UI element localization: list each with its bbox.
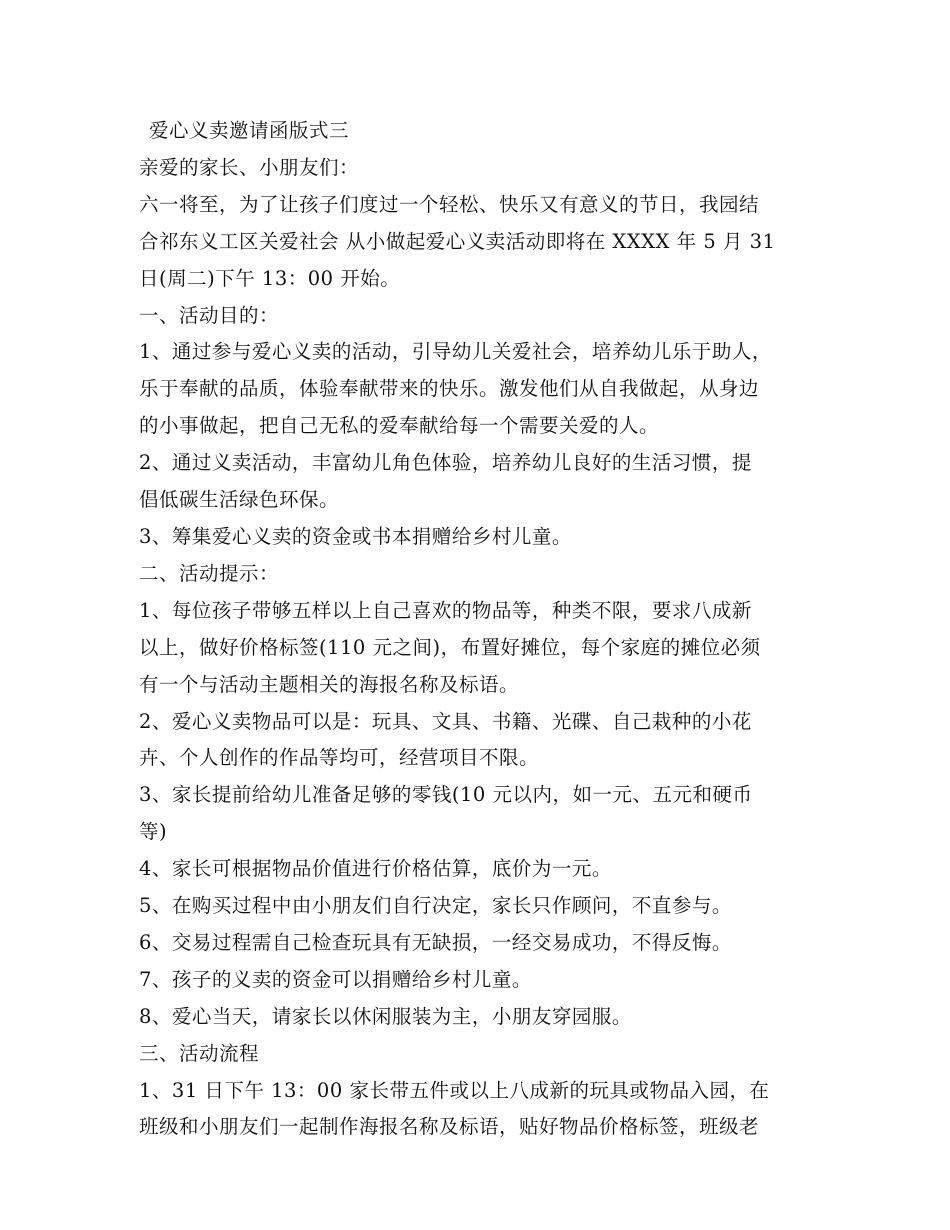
document-title: 爱心义卖邀请函版式三 <box>149 119 350 142</box>
text-line: 3、家长提前给幼儿准备足够的零钱(10 元以内，如一元、五元和硬币 <box>139 783 753 807</box>
text-line: 乐于奉献的品质，体验奉献带来的快乐。激发他们从自我做起，从身边 <box>139 377 760 401</box>
text-line: 有一个与活动主题相关的海报名称及标语。 <box>139 672 520 696</box>
section-heading: 三、活动流程 <box>139 1041 260 1065</box>
text-line: 1、每位孩子带够五样以上自己喜欢的物品等，种类不限，要求八成新 <box>139 598 752 622</box>
text-line: 六一将至，为了让孩子们度过一个轻松、快乐又有意义的节日，我园结 <box>139 192 760 216</box>
text-line: 日(周二)下午 13：00 开始。 <box>139 266 401 290</box>
text-line: 1、31 日下午 13：00 家长带五件或以上八成新的玩具或物品入园，在 <box>139 1078 770 1102</box>
text-line: 合祁东义工区关爱社会 从小做起爱心义卖活动即将在 XXXX 年 5 月 31 <box>139 229 776 253</box>
section-heading: 一、活动目的： <box>139 303 280 327</box>
text-line: 5、在购买过程中由小朋友们自行决定，家长只作顾问，不直参与。 <box>139 894 732 918</box>
text-line: 2、通过义卖活动，丰富幼儿角色体验，培养幼儿良好的生活习惯，提 <box>139 451 752 475</box>
section-heading: 二、活动提示： <box>139 561 280 585</box>
text-line: 6、交易过程需自己检查玩具有无缺损，一经交易成功，不得反悔。 <box>139 930 732 954</box>
document-body <box>139 113 829 1146</box>
text-line: 1、通过参与爱心义卖的活动，引导幼儿关爱社会，培养幼儿乐于助人， <box>139 340 772 364</box>
text-line: 7、孩子的义卖的资金可以捐赠给乡村儿童。 <box>139 967 532 991</box>
text-line: 以上，做好价格标签(110 元之间)，布置好摊位，每个家庭的摊位必须 <box>139 635 761 659</box>
text-line: 卉、个人创作的作品等均可，经营项目不限。 <box>139 746 540 770</box>
text-line: 4、家长可根据物品价值进行价格估算，底价为一元。 <box>139 857 612 881</box>
text-line: 8、爱心当天，请家长以休闲服装为主，小朋友穿园服。 <box>139 1004 632 1028</box>
text-line: 2、爱心义卖物品可以是：玩具、文具、书籍、光碟、自己栽种的小花 <box>139 709 752 733</box>
text-line: 的小事做起，把自己无私的爱奉献给每一个需要关爱的人。 <box>139 414 660 438</box>
text-line: 班级和小朋友们一起制作海报名称及标语，贴好物品价格标签，班级老 <box>139 1115 760 1139</box>
text-line: 等) <box>139 820 168 844</box>
text-line: 亲爱的家长、小朋友们： <box>139 155 360 179</box>
text-line: 3、筹集爱心义卖的资金或书本捐赠给乡村儿童。 <box>139 524 572 548</box>
text-line: 倡低碳生活绿色环保。 <box>139 488 340 512</box>
